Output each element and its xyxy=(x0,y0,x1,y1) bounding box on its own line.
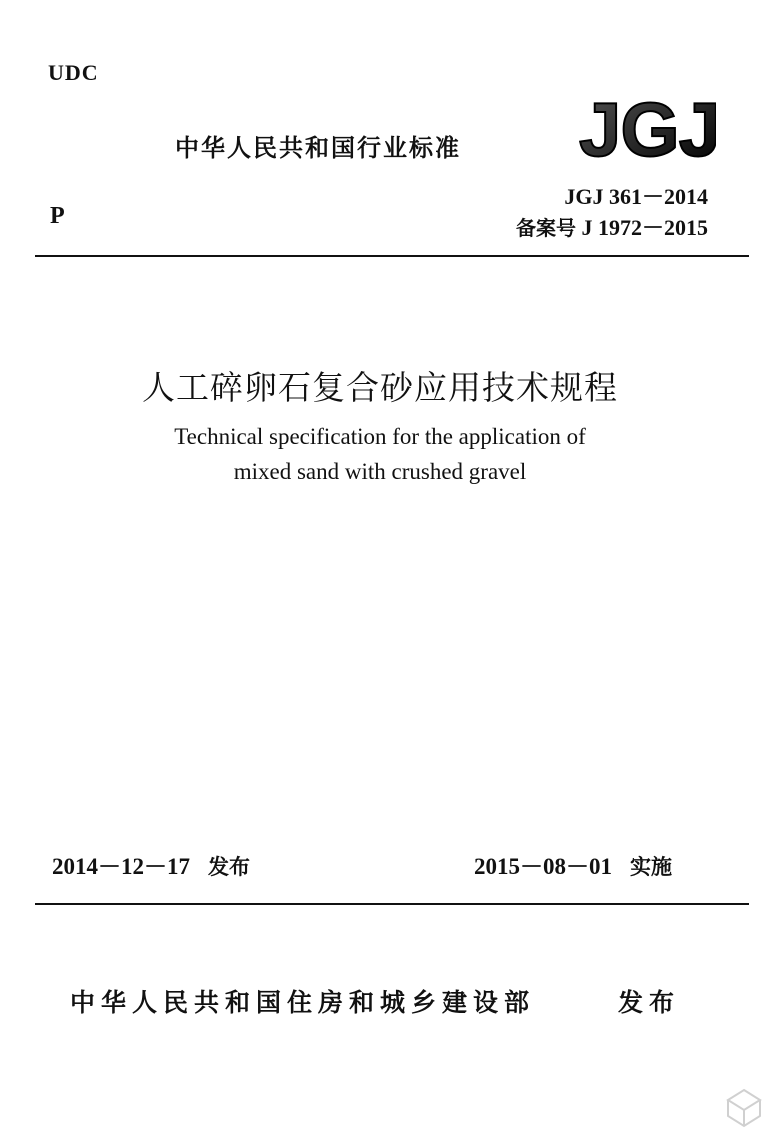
implement-date-line xyxy=(474,848,672,881)
implement-date: 2015－08－01 xyxy=(474,854,612,879)
issue-label: 发布 xyxy=(208,855,250,879)
standard-code: JGJ 361－2014 xyxy=(564,184,708,209)
standard-type-heading: 中华人民共和国行业标准 xyxy=(175,134,461,162)
udc-label: UDC xyxy=(48,60,99,85)
jgj-logo-text: JGJ xyxy=(579,92,715,164)
header-divider xyxy=(35,255,749,257)
publish-label: 发布 xyxy=(618,988,681,1017)
footer-divider xyxy=(35,903,749,905)
issue-date: 2014－12－17 xyxy=(52,854,190,879)
watermark-logo xyxy=(716,1086,772,1134)
record-number: J 1972－2015 xyxy=(581,215,708,240)
title-chinese: 人工碎卵石复合砂应用技术规程 xyxy=(142,368,618,407)
title-english-line1: Technical specification for the application of xyxy=(174,424,586,449)
record-number-line xyxy=(516,211,708,242)
publisher-name: 中华人民共和国住房和城乡建设部 xyxy=(70,988,536,1017)
implement-label: 实施 xyxy=(630,855,672,879)
record-label: 备案号 xyxy=(515,216,576,240)
issue-date-line xyxy=(52,848,250,881)
classification-letter: P xyxy=(50,203,65,229)
jgj-logo xyxy=(578,92,716,164)
title-english-line2: mixed sand with crushed gravel xyxy=(233,459,527,484)
